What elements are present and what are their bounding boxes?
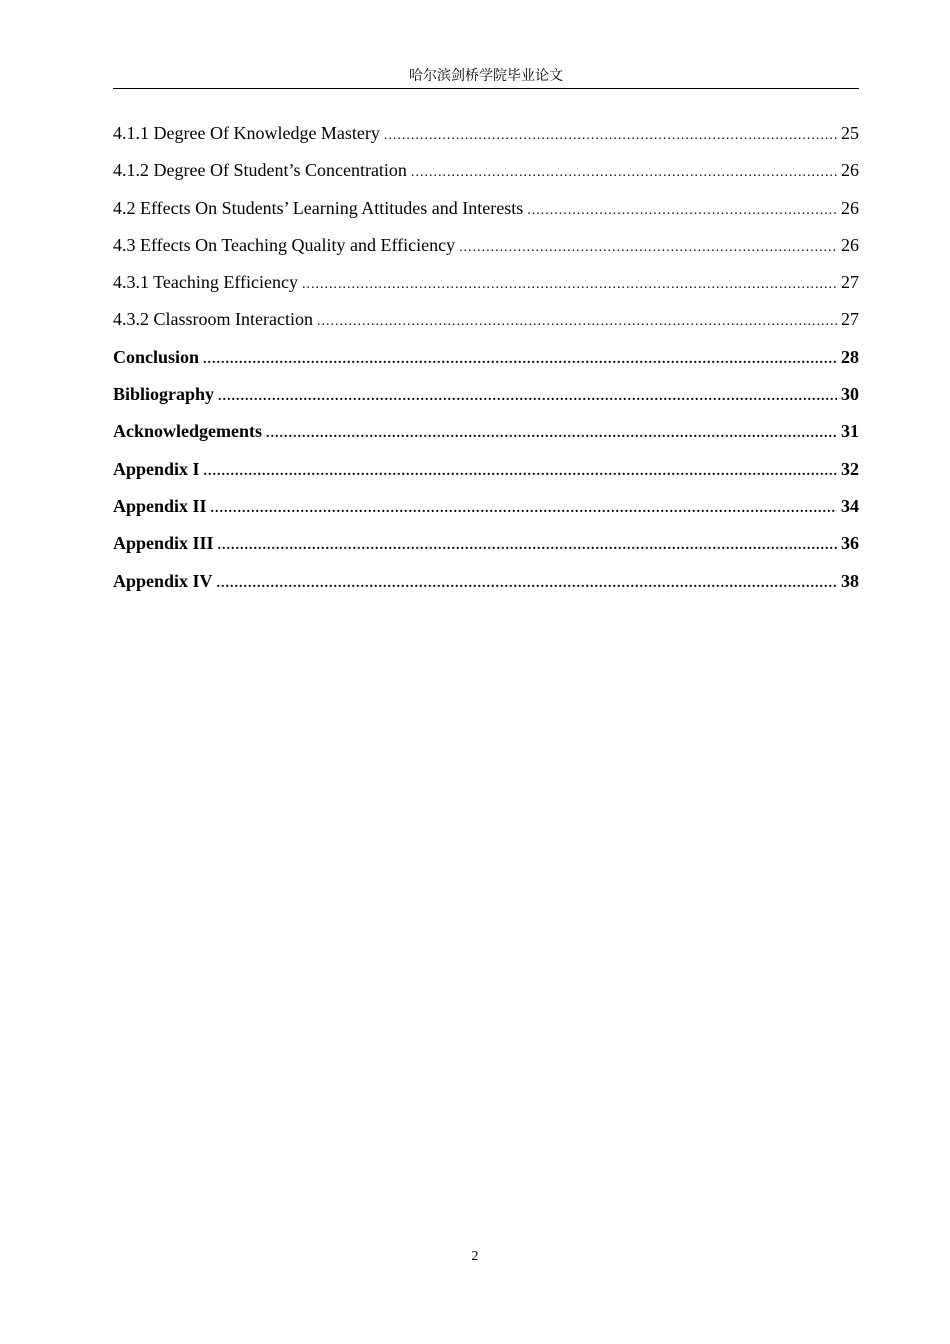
toc-dot-leader — [527, 198, 837, 224]
toc-entry-4-1-1[interactable] — [113, 120, 859, 157]
toc-dot-leader — [411, 160, 837, 186]
toc-entry-4-1-2[interactable] — [113, 157, 859, 194]
toc-entry-acknowledgements[interactable] — [113, 418, 859, 455]
toc-entry-page: 34 — [841, 495, 859, 516]
page-number: 2 — [471, 1249, 479, 1264]
toc-entry-page: 26 — [841, 160, 859, 181]
toc-entry-page: 26 — [841, 197, 859, 218]
toc-dot-leader — [203, 347, 837, 373]
toc-entry-page: 26 — [841, 234, 859, 255]
toc-entry-4-3-2[interactable] — [113, 306, 859, 343]
toc-entry-page: 28 — [841, 346, 859, 367]
toc-entry-page: 36 — [841, 533, 859, 554]
toc-entry-page: 30 — [841, 384, 859, 405]
toc-entry-title: Appendix I — [113, 458, 200, 479]
toc-dot-leader — [302, 272, 837, 298]
toc-dot-leader — [459, 235, 837, 261]
toc-entry-title: Acknowledgements — [113, 421, 262, 442]
toc-dot-leader — [217, 571, 837, 597]
toc-entry-title: Conclusion — [113, 346, 200, 367]
toc-dot-leader — [218, 384, 837, 410]
toc-entry-page: 25 — [841, 123, 859, 143]
toc-entry-title: Appendix II — [113, 495, 207, 516]
toc-entry-appendix-iv[interactable] — [113, 568, 859, 605]
toc-entry-title: 4.3 Effects On Teaching Quality and Efficiency — [113, 234, 456, 255]
toc-dot-leader — [211, 496, 837, 522]
toc-entry-title: 4.1.2 Degree Of Student’s Concentration — [113, 160, 407, 181]
toc-entry-page: 27 — [841, 272, 859, 293]
toc-entry-title: 4.3.1 Teaching Efficiency — [113, 272, 299, 293]
toc-entry-appendix-ii[interactable] — [113, 493, 859, 530]
page-header — [113, 66, 859, 89]
header-title: 哈尔滨剑桥学院毕业论文 — [409, 68, 563, 84]
toc-entry-conclusion[interactable] — [113, 344, 859, 381]
toc-dot-leader — [317, 309, 837, 335]
toc-dot-leader — [266, 421, 837, 447]
toc-entry-4-3[interactable] — [113, 232, 859, 269]
toc-entry-4-3-1[interactable] — [113, 269, 859, 306]
toc-entry-page: 32 — [841, 458, 859, 479]
toc-dot-leader — [218, 533, 837, 559]
toc-entry-page: 31 — [841, 421, 859, 442]
toc-entry-title: 4.2 Effects On Students’ Learning Attitudes and Interests — [113, 197, 524, 218]
toc-entry-title: Appendix IV — [113, 570, 213, 591]
toc-dot-leader — [384, 123, 837, 149]
toc-entry-4-2[interactable] — [113, 195, 859, 232]
toc-entry-title: 4.3.2 Classroom Interaction — [113, 309, 313, 330]
toc-entry-title: Bibliography — [113, 384, 215, 405]
toc-entry-page: 38 — [841, 570, 859, 591]
toc-dot-leader — [204, 459, 837, 485]
toc-entry-title: 4.1.1 Degree Of Knowledge Mastery — [113, 123, 380, 143]
toc-entry-appendix-i[interactable] — [113, 456, 859, 493]
table-of-contents — [113, 120, 859, 605]
toc-entry-page: 27 — [841, 309, 859, 330]
toc-entry-bibliography[interactable] — [113, 381, 859, 418]
toc-entry-title: Appendix III — [113, 533, 214, 554]
toc-entry-appendix-iii[interactable] — [113, 530, 859, 567]
